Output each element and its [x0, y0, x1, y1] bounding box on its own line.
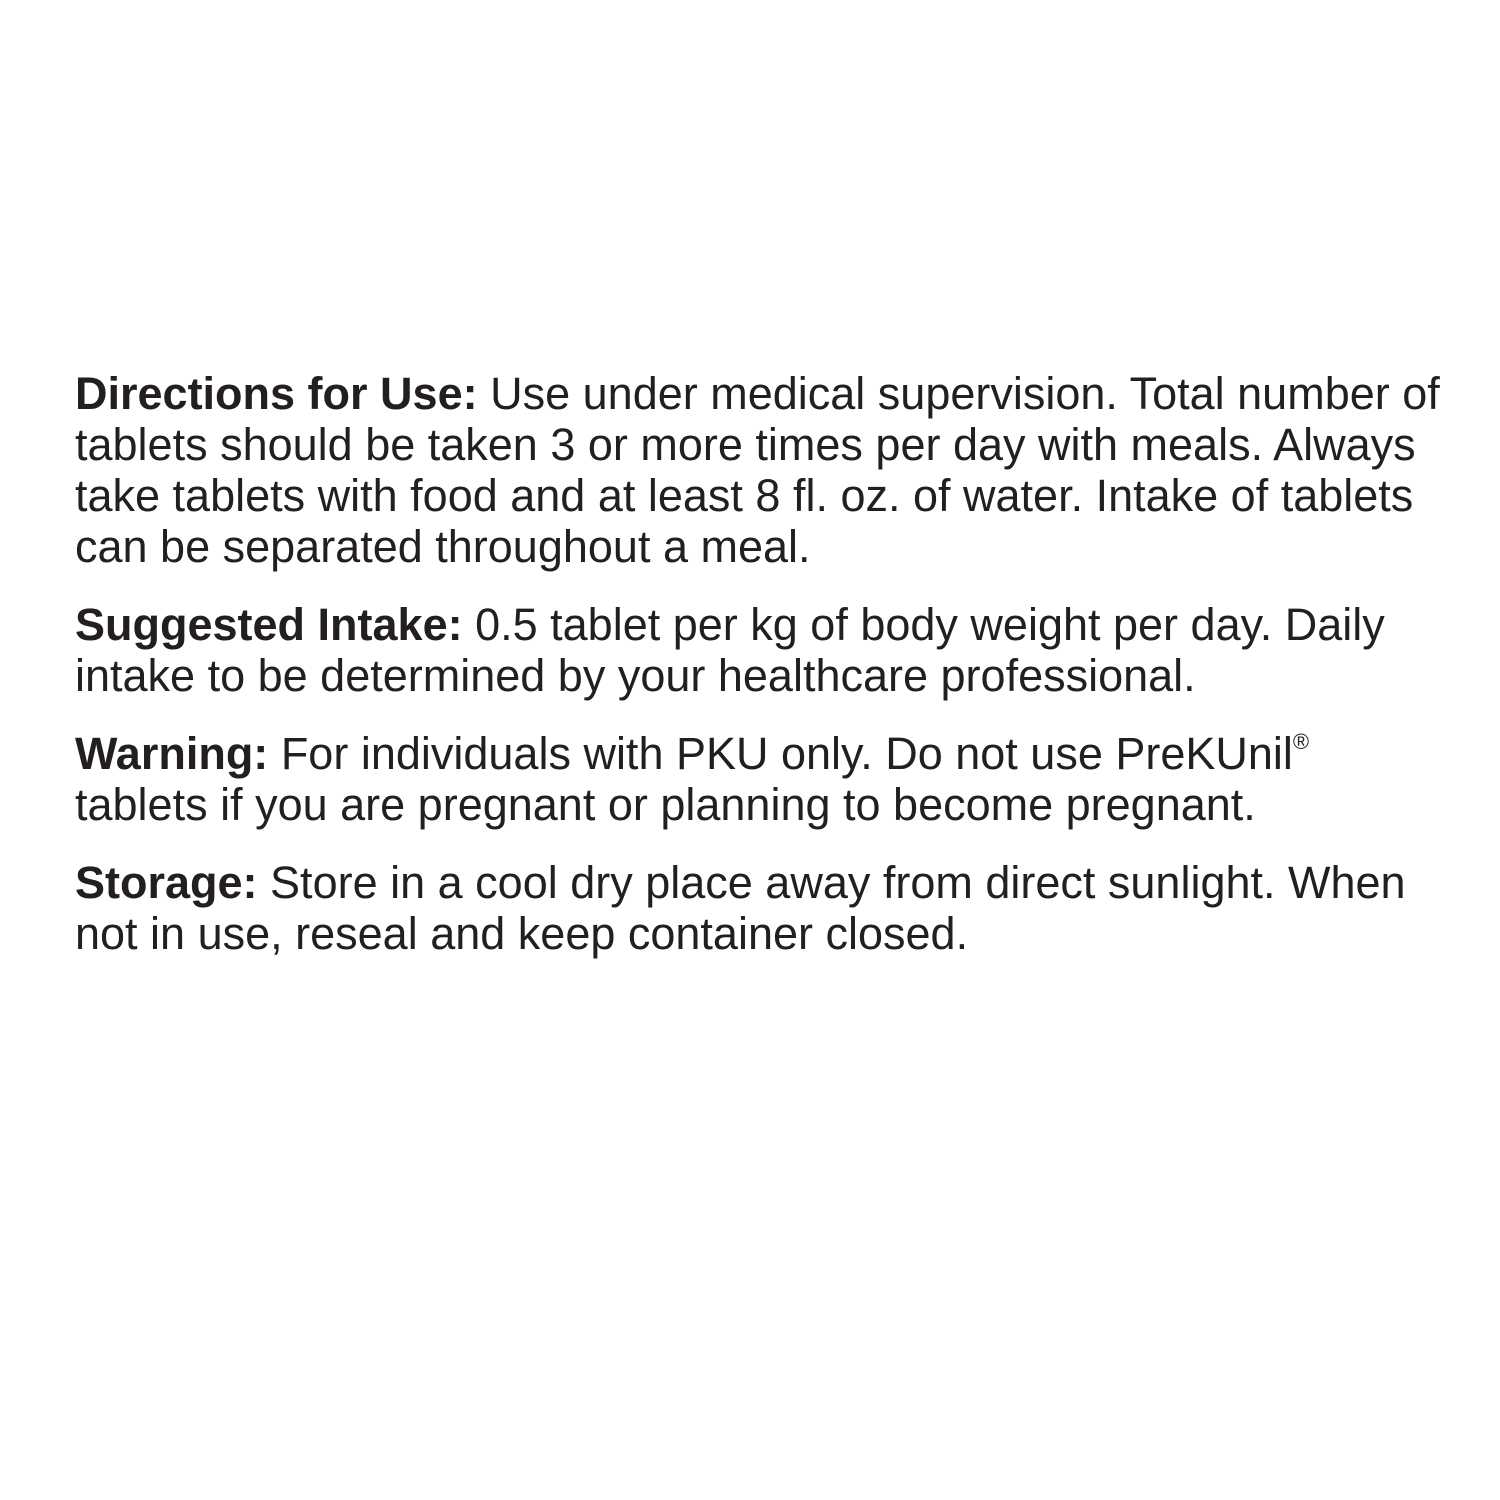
- directions-body: Use under medical supervision. Total number of tablets should be taken 3 or more times per day with meals. Always take tablets with food and at least 8 fl. oz. of water. Intake of tablets can be separated throughout a meal.: [75, 368, 1440, 572]
- product-label-text: [75, 368, 1445, 986]
- directions-heading: Directions for Use:: [75, 368, 478, 419]
- storage-body: Store in a cool dry place away from direct sunlight. When not in use, reseal and keep container closed.: [75, 857, 1406, 959]
- registered-trademark-mark: ®: [1292, 729, 1310, 754]
- warning-body-part2: tablets if you are pregnant or planning to become pregnant.: [75, 779, 1256, 830]
- directions-section: [75, 368, 1445, 572]
- suggested-intake-heading: Suggested Intake:: [75, 599, 463, 650]
- warning-heading: Warning:: [75, 728, 269, 779]
- warning-body-part1: For individuals with PKU only. Do not use PreKUnil: [280, 728, 1293, 779]
- suggested-intake-section: [75, 599, 1445, 701]
- suggested-intake-body: 0.5 tablet per kg of body weight per day. Daily intake to be determined by your healthcare professional.: [75, 599, 1385, 701]
- warning-section: [75, 728, 1445, 830]
- storage-heading: Storage:: [75, 857, 258, 908]
- storage-section: [75, 857, 1445, 959]
